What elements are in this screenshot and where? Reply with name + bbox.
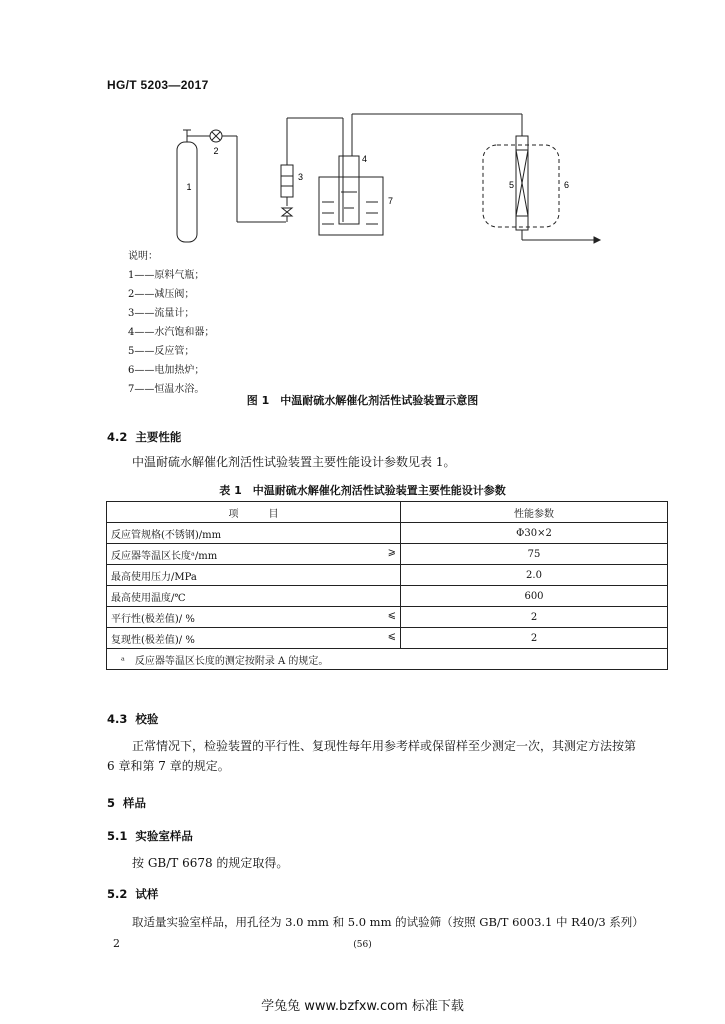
row-value: 600 xyxy=(401,586,668,607)
row-symbol: ⩽ xyxy=(387,630,396,642)
table-row xyxy=(107,544,668,565)
watermark: 学兔兔 www.bzfxw.com 标准下载 xyxy=(261,999,464,1014)
section-4-2-heading xyxy=(107,429,181,445)
table-row xyxy=(107,607,668,628)
saturator-shape xyxy=(339,156,359,224)
table-header-row xyxy=(107,502,668,523)
section-number: 5.1 xyxy=(107,829,128,843)
legend-item: 5——反应管； xyxy=(128,346,195,357)
legend-title: 说明： xyxy=(128,251,158,262)
row-value: 75 xyxy=(401,544,668,565)
section-5-1-heading xyxy=(107,828,193,844)
row-item: 最高使用压力/MPa xyxy=(111,571,197,583)
section-4-2-text: 中温耐硫水解催化剂活性试验装置主要性能设计参数见表 1。 xyxy=(132,455,456,469)
section-5-2-text: 取适量实验室样品，用孔径为 3.0 mm 和 5.0 mm 的试验筛（按照 GB/T 6003.1 中 R40/3 系列） xyxy=(132,915,644,929)
diagram-label-4: 4 xyxy=(362,154,368,164)
section-title: 试样 xyxy=(135,887,159,901)
row-value: 2 xyxy=(401,628,668,649)
legend-item: 3——流量计； xyxy=(128,308,195,319)
row-item: 反应器等温区长度ᵃ/mm xyxy=(111,550,218,562)
table-footnote: ᵃ 反应器等温区长度的测定按附录 A 的规定。 xyxy=(107,649,668,670)
section-number: 4.2 xyxy=(107,430,128,444)
diagram-label-7: 7 xyxy=(388,196,394,206)
diagram-label-6: 6 xyxy=(564,180,570,190)
page-code: (56) xyxy=(353,940,372,950)
section-4-3-heading xyxy=(107,711,158,727)
page-number: 2 xyxy=(113,937,120,950)
section-5-1-text: 按 GB/T 6678 的规定取得。 xyxy=(132,856,289,870)
diagram-label-2: 2 xyxy=(213,146,219,156)
section-number: 4.3 xyxy=(107,712,128,726)
section-4-3-text-line1: 正常情况下，检验装置的平行性、复现性每年用参考样或保留样至少测定一次，其测定方法按第 xyxy=(132,739,637,753)
row-symbol: ⩾ xyxy=(387,546,396,558)
section-number: 5 xyxy=(107,796,116,810)
section-5-heading xyxy=(107,795,146,811)
table-row xyxy=(107,586,668,607)
table-footnote-row xyxy=(107,649,668,670)
apparatus-diagram xyxy=(100,110,620,250)
legend-item: 6——电加热炉； xyxy=(128,365,205,376)
row-value: 2.0 xyxy=(401,565,668,586)
row-item: 平行性(极差值)/ % xyxy=(111,613,195,625)
section-4-3-text-line2: 6 章和第 7 章的规定。 xyxy=(107,759,230,773)
table-header-item: 项 目 xyxy=(107,502,401,523)
row-item: 反应管规格(不锈钢)/mm xyxy=(111,529,222,541)
section-title: 实验室样品 xyxy=(135,829,193,843)
row-symbol: ⩽ xyxy=(387,609,396,621)
section-title: 校验 xyxy=(135,712,159,726)
legend-item: 7——恒温水浴。 xyxy=(128,384,205,395)
section-5-2-heading xyxy=(107,886,158,902)
table-row xyxy=(107,565,668,586)
row-item: 复现性(极差值)/ % xyxy=(111,634,195,646)
flowmeter-shape xyxy=(281,165,293,197)
document-header: HG/T 5203—2017 xyxy=(107,78,209,92)
table-header-value: 性能参数 xyxy=(401,502,668,523)
legend-item: 2——减压阀； xyxy=(128,289,195,300)
section-number: 5.2 xyxy=(107,887,128,901)
row-value: Φ30×2 xyxy=(401,523,668,544)
table-row xyxy=(107,523,668,544)
diagram-label-5: 5 xyxy=(509,180,515,190)
parameters-table xyxy=(106,501,668,670)
section-title: 样品 xyxy=(123,796,147,810)
table-row xyxy=(107,628,668,649)
water-bath-shape xyxy=(319,177,383,235)
figure-caption: 图 1 中温耐硫水解催化剂活性试验装置示意图 xyxy=(246,394,479,407)
legend-item: 4——水汽饱和器； xyxy=(128,327,215,338)
section-title: 主要性能 xyxy=(135,430,182,444)
diagram-label-3: 3 xyxy=(298,172,304,182)
row-value: 2 xyxy=(401,607,668,628)
row-item: 最高使用温度/℃ xyxy=(111,592,186,604)
table-caption: 表 1 中温耐硫水解催化剂活性试验装置主要性能设计参数 xyxy=(219,484,506,497)
diagram-label-1: 1 xyxy=(186,182,192,192)
gas-cylinder-shape xyxy=(177,142,197,242)
legend-item: 1——原料气瓶； xyxy=(128,270,205,281)
